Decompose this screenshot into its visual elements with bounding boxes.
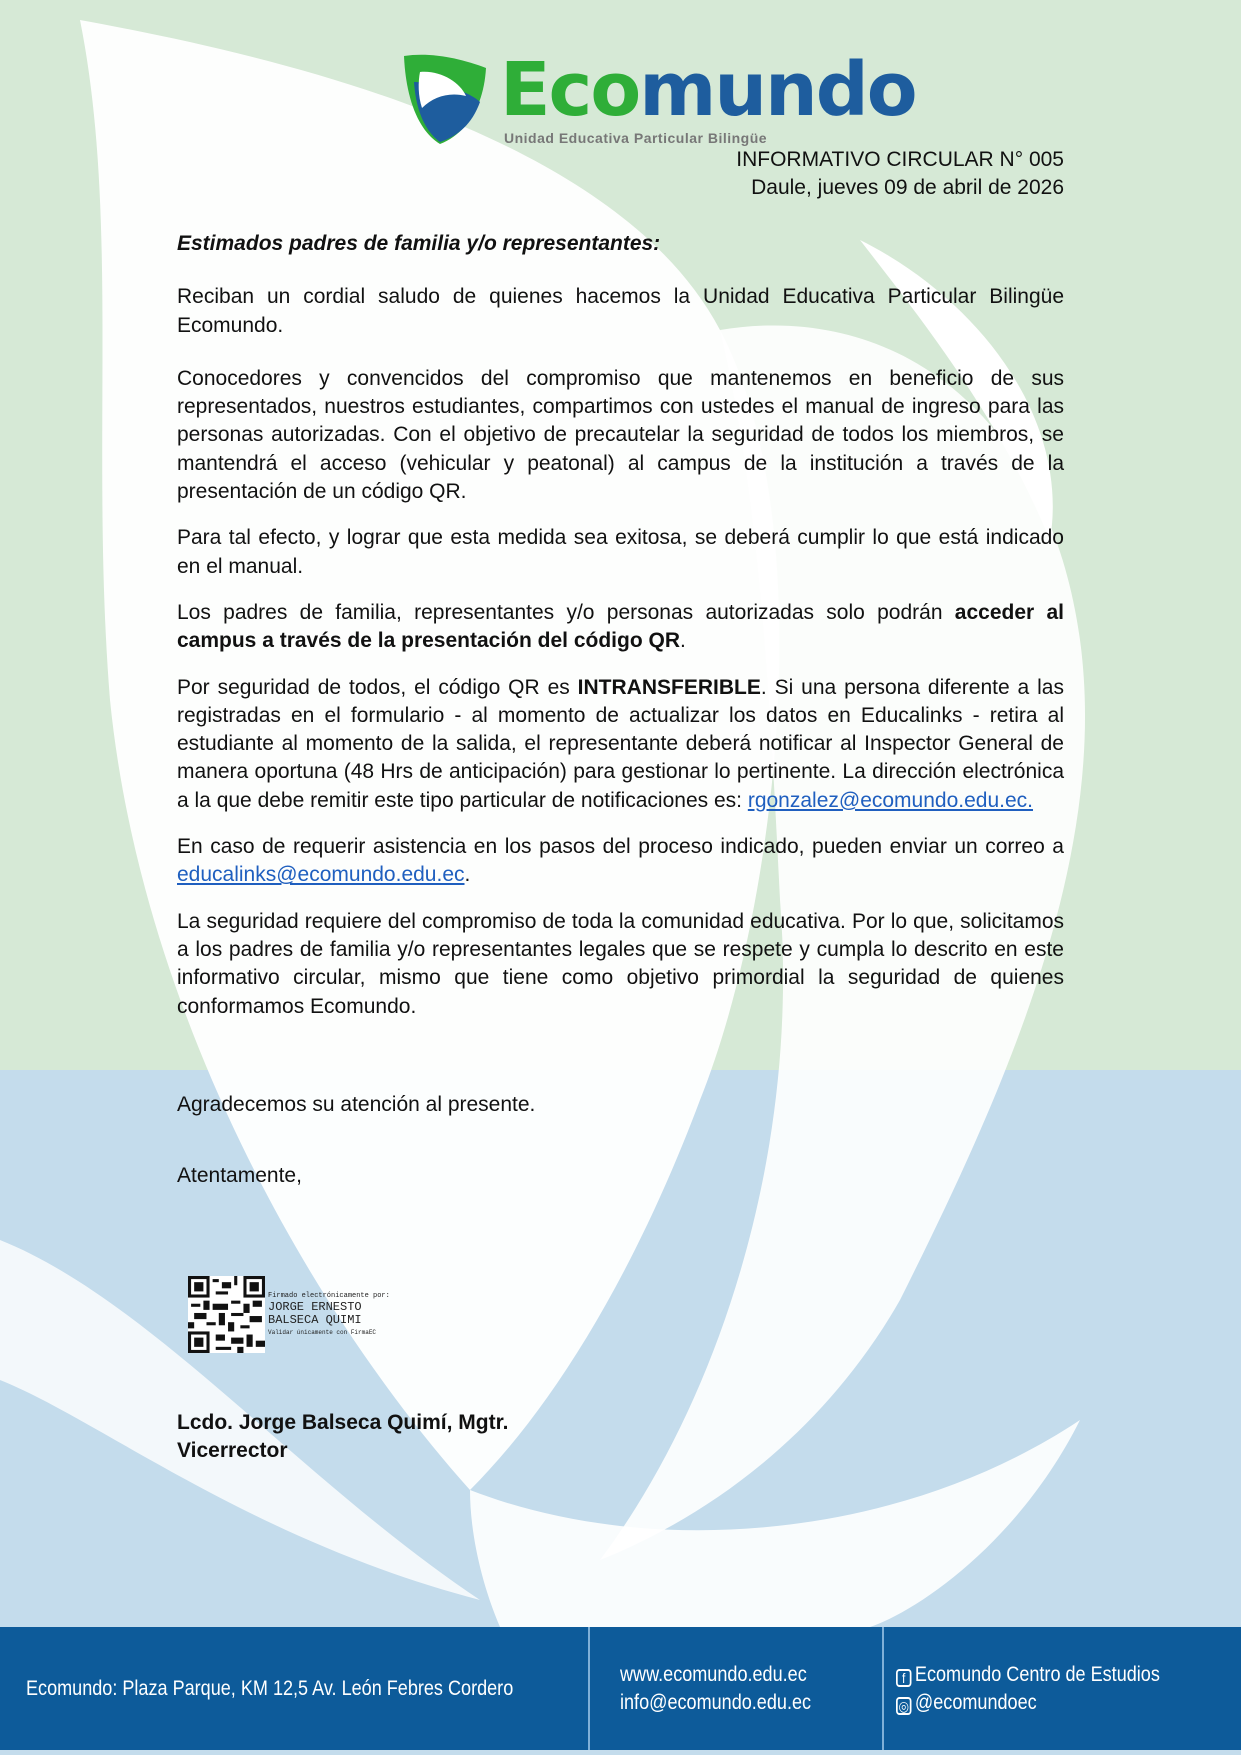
signer-block [177, 1409, 1064, 1466]
paragraph-3: Para tal efecto, y lograr que esta medida sea exitosa, se deberá cumplir lo que está indicado en el manual. [177, 526, 1064, 578]
footer-divider [882, 1627, 884, 1750]
footer-address: Ecomundo: Plaza Parque, KM 12,5 Av. León Febres Cordero [26, 1676, 514, 1700]
footer-email-link[interactable]: info@ecomundo.edu.ec [620, 1690, 812, 1714]
signer-name: Lcdo. Jorge Balseca Quimí, Mgtr. [177, 1411, 509, 1434]
footer-facebook-link[interactable]: f Ecomundo Centro de Estudios [896, 1661, 1160, 1689]
paragraph-4: Los padres de familia, representantes y/o personas autorizadas solo podrán acceder al campus a través de la presentación del código QR. [177, 600, 1064, 653]
circular-date: Daule, jueves 09 de abril de 2026 [751, 176, 1064, 199]
paragraph-7: La seguridad requiere del compromiso de toda la comunidad educativa. Por lo que, solicitamos a los padres de familia y/o representantes legales que se respete y cumpla lo descrito en este informativo circular, mismo que tiene como objetivo primordial la seguridad de quienes conformamos Ecomundo. [177, 909, 1064, 1018]
footer-social [896, 1627, 1160, 1750]
logo-subtitle: Unidad Educativa Particular Bilingüe [504, 130, 768, 146]
circular-header [736, 146, 1064, 202]
footer-website-link[interactable]: www.ecomundo.edu.ec [620, 1662, 807, 1686]
instagram-icon: ◎ [896, 1697, 911, 1715]
support-email-link[interactable]: educalinks@ecomundo.edu.ec [177, 863, 465, 887]
letter-body [177, 230, 1064, 1190]
logo-wordmark: Ecomundo [500, 47, 916, 133]
footer-instagram-link[interactable]: ◎ @ecomundoec [896, 1689, 1160, 1717]
shield-leaf-icon [400, 52, 490, 147]
ecomundo-logo [400, 47, 916, 147]
electronic-signature-text: Firmado electrónicamente por: JORGE ERNESTO BALSECA QUIMI Validar únicamente con FirmaEC [268, 1292, 390, 1336]
footer [0, 1627, 1241, 1750]
circular-number: INFORMATIVO CIRCULAR N° 005 [736, 148, 1064, 171]
signer-title: Vicerrector [177, 1439, 288, 1463]
paragraph-6: En caso de requerir asistencia en los pasos del proceso indicado, pueden enviar un correo a educalinks@ecomundo.edu.ec. [177, 835, 1064, 887]
footer-divider [588, 1627, 590, 1750]
inspector-email-link[interactable]: rgonzalez@ecomundo.edu.ec. [747, 788, 1033, 812]
thanks: Agradecemos su atención al presente. [177, 1092, 536, 1116]
paragraph-5: Por seguridad de todos, el código QR es INTRANSFERIBLE. Si una persona diferente a las registradas en el formulario - al momento de actualizar los datos en Educalinks - retira al estudiante al momento de la salida, el representante deberá notificar al Inspector General de manera oportuna (48 Hrs de anticipación) para gestionar lo pertinente. La dirección electrónica a la que debe remitir este tipo particular de notificaciones es: rgonzalez@ecomundo.edu.ec. [177, 675, 1064, 812]
greeting: Estimados padres de familia y/o representantes: [177, 232, 661, 255]
closing: Atentamente, [177, 1164, 302, 1188]
facebook-icon: f [896, 1669, 911, 1687]
paragraph-1: Reciban un cordial saludo de quienes hacemos la Unidad Educativa Particular Bilingüe Ecomundo. [177, 285, 1064, 337]
signature-qr-code [188, 1276, 265, 1353]
paragraph-2: Conocedores y convencidos del compromiso que mantenemos en beneficio de sus representados, nuestros estudiantes, compartimos con ustedes el manual de ingreso para las personas autorizadas. Con el objetivo de precautelar la seguridad de todos los miembros, se mantendrá el acceso (vehicular y peatonal) al campus de la institución a través de la presentación de un código QR. [177, 366, 1064, 504]
footer-contact [620, 1627, 811, 1750]
